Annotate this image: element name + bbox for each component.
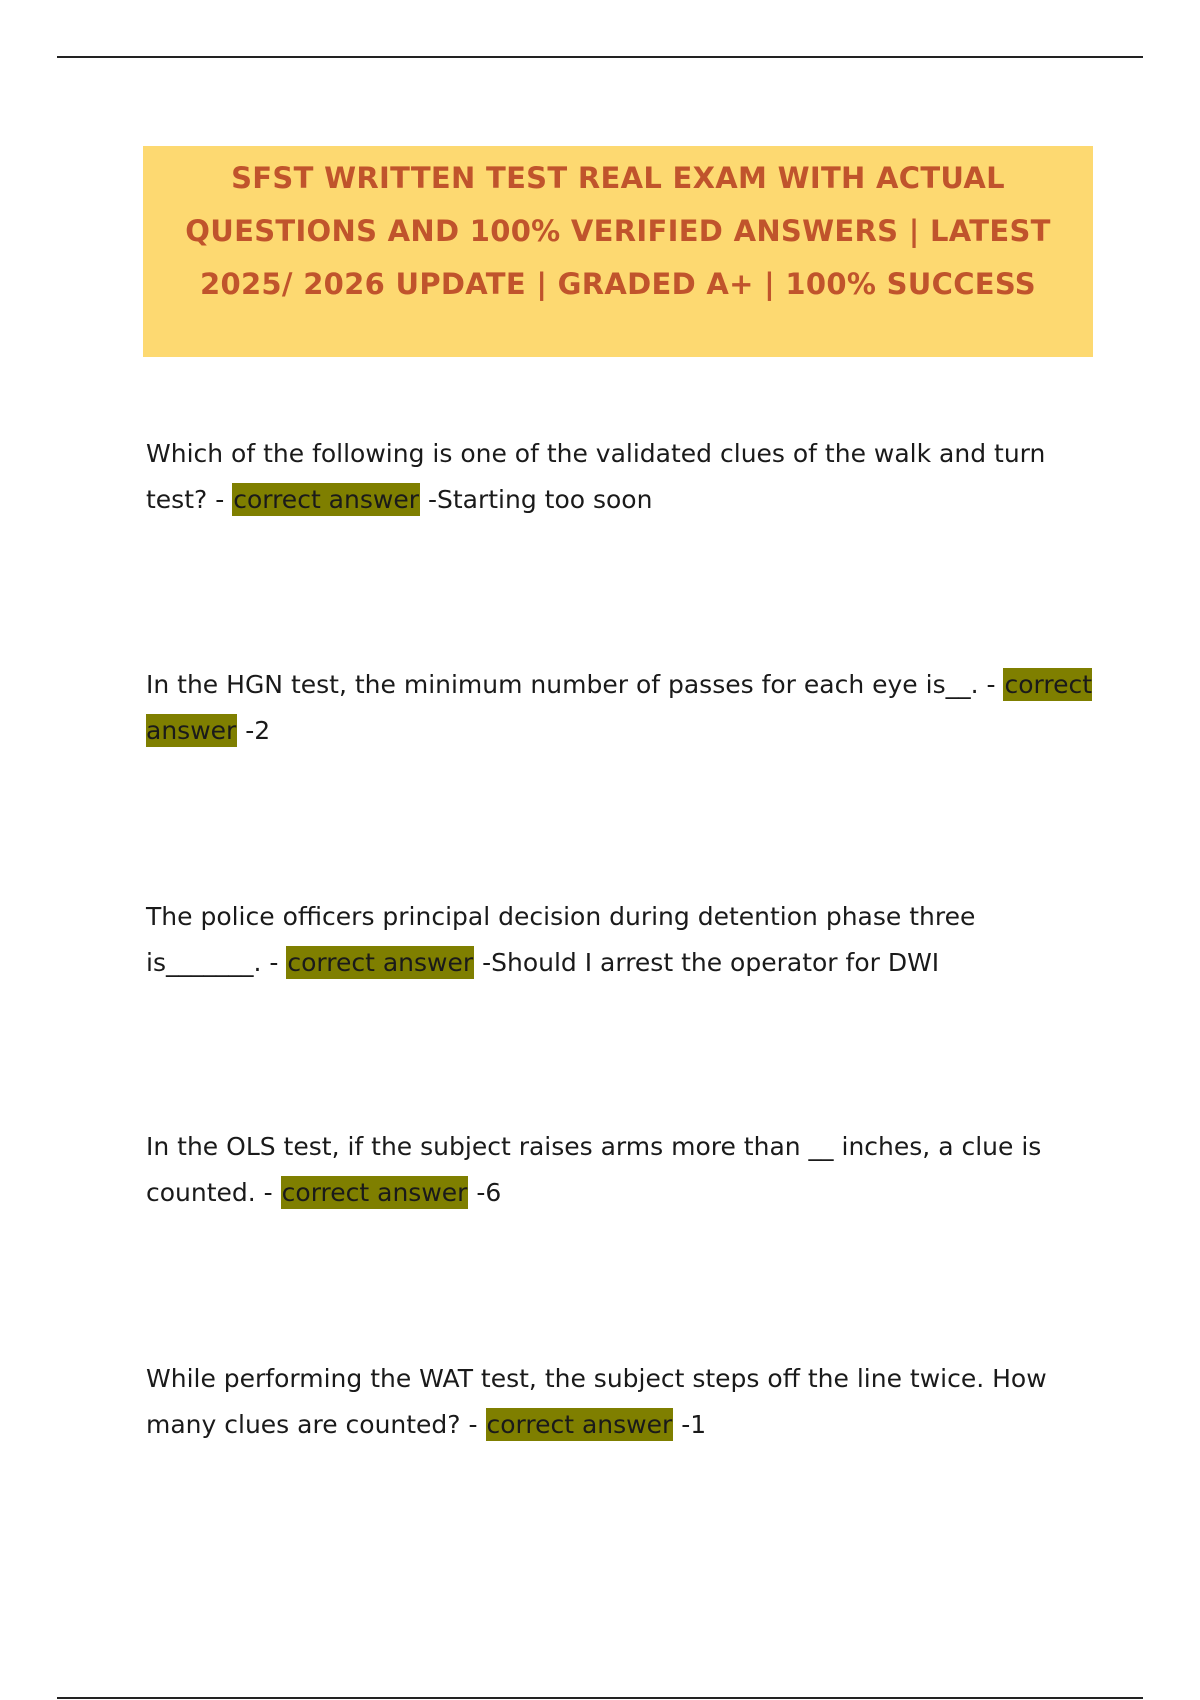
qa-item (146, 1356, 1096, 1448)
qa-item (146, 894, 1096, 986)
qa-item (146, 1124, 1096, 1216)
answer-text: -Should I arrest the operator for DWI (482, 948, 940, 977)
correct-answer-label: correct answer (146, 670, 1093, 745)
top-rule (57, 56, 1143, 58)
document-title: SFST WRITTEN TEST REAL EXAM WITH ACTUAL QUESTIONS AND 100% VERIFIED ANSWERS | LATEST 2025/ 2026 UPDATE | GRADED A+ | 100% SUCCESS (185, 161, 1051, 301)
question-text: In the OLS test, if the subject raises arms more than __ inches, a clue is counted. (146, 1132, 1042, 1207)
question-text: While performing the WAT test, the subject steps off the line twice. How many clues are counted? (146, 1364, 1047, 1439)
separator: - (261, 948, 287, 977)
answer-text: -Starting too soon (427, 485, 653, 514)
correct-answer-label: correct answer (233, 485, 419, 514)
question-text: Which of the following is one of the validated clues of the walk and turn test? (146, 439, 1046, 514)
separator: - (255, 1178, 281, 1207)
question-text: In the HGN test, the minimum number of passes for each eye is__. (146, 670, 979, 699)
title-banner (143, 146, 1093, 357)
answer-text: -6 (476, 1178, 502, 1207)
correct-answer-label: correct answer (486, 1410, 673, 1439)
correct-answer-label: correct answer (281, 1178, 468, 1207)
answer-text: -1 (681, 1410, 707, 1439)
qa-item (146, 431, 1096, 523)
answer-text: -2 (245, 716, 271, 745)
question-text: The police officers principal decision during detention phase three is_______. (146, 902, 976, 977)
qa-item (146, 662, 1096, 754)
separator: - (207, 485, 233, 514)
separator: - (978, 670, 1004, 699)
bottom-rule (57, 1697, 1143, 1699)
correct-answer-label: correct answer (287, 948, 474, 977)
separator: - (460, 1410, 486, 1439)
